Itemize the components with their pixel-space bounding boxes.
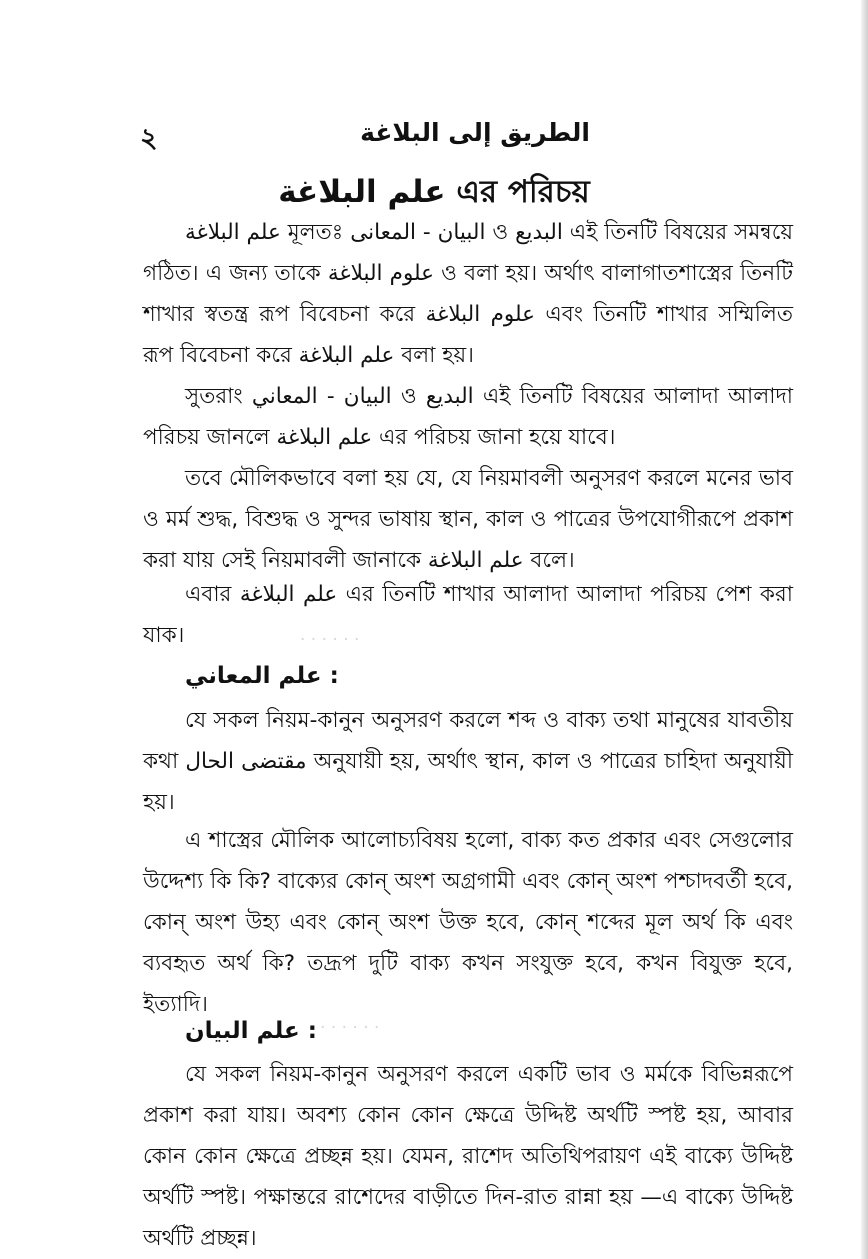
paragraph-bayan-definition: যে সকল নিয়ম-কানুন অনুসরণ করলে একটি ভাব ও মর্মকে বিভিন্নরূপে প্রকাশ করা যায়। অবশ্য কোন কোন ক্ষেত্রে উদ্দিষ্ট অর্থটি স্পষ্ট হয়, আবার কোন কোন ক্ষেত্রে প্রচ্ছন্ন হয়। যেমন, রাশেদ অতিথিপরায়ণ এই বাক্যে উদ্দিষ্ট অর্থটি স্পষ্ট। পক্ষান্তরে রাশেদের বাড়ীতে দিন-রাত রান্না হয় —এ বাক্যে উদ্দিষ্ট অর্থটি প্রচ্ছন্ন। bbox=[143, 1062, 793, 1251]
paragraph-branches-intro: এবার علم البلاغة এর তিনটি শাখার আলাদা আলাদা পরিচয় পেশ করা যাক। bbox=[143, 582, 793, 648]
paragraph-consequence: সুতরাং البيان - المعاني ও البديع এই তিনটি বিষয়ের আলাদা আলাদা পরিচয় জানলে علم البلاغة এর পরিচয় জানা হয়ে যাবে। bbox=[143, 384, 793, 450]
paragraph-maani-definition: যে সকল নিয়ম-কানুন অনুসরণ করলে শব্দ ও বাক্য তথা মানুষের যাবতীয় কথা مقتضى الحال অনুযায়ী হয়, অর্থাৎ স্থান, কাল ও পাত্রের চাহিদা অনুযায়ী হয়। bbox=[143, 708, 793, 815]
page-number: ২ bbox=[140, 123, 158, 154]
paragraph-definition: علم البلاغة মূলতঃ البيان - المعانى ও البديع এই তিনটি বিষয়ের সমন্বয়ে গঠিত। এ জন্য তাকে علوم البلاغة ও বলা হয়। অর্থাৎ বালাগাতশাস্ত্রের তিনটি শাখার স্বতন্ত্র রূপ বিবেচনা করে علوم البلاغة এবং তিনটি শাখার সম্মিলিত রূপ বিবেচনা করে علم البلاغة বলা হয়। bbox=[143, 220, 794, 368]
paragraph-fundamental-definition: তবে মৌলিকভাবে বলা হয় যে, যে নিয়মাবলী অনুসরণ করলে মনের ভাব ও মর্ম শুদ্ধ, বিশুদ্ধ ও সুন্দর ভাষায় স্থান, কাল ও পাত্রের উপযোগীরূপে প্রকাশ করা যায় সেই নিয়মাবলী জানাকে علم البلاغة বলে। bbox=[143, 466, 793, 573]
subheading-ilm-al-bayan: علم البيان : bbox=[185, 1018, 317, 1044]
subheading-ilm-al-maani: علم المعاني : bbox=[185, 663, 339, 689]
section-title: علم البلاغة এর পরিচয় bbox=[278, 174, 590, 210]
running-title: الطريق إلى البلاغة bbox=[360, 118, 590, 147]
bleed-through-mark: · · · · · · bbox=[300, 630, 360, 650]
paragraph-maani-topics: এ শাস্ত্রের মৌলিক আলোচ্যবিষয় হলো, বাক্য কত প্রকার এবং সেগুলোর উদ্দেশ্য কি কি? বাক্যের কোন্ অংশ অগ্রগামী এবং কোন্ অংশ পশ্চাদবর্তী হবে, কোন্ অংশ উহ্য এবং কোন্ অংশ উক্ত হবে, কোন্ শব্দের মূল অর্থ কি এবং ব্যবহৃত অর্থ কি? তদ্রূপ দুটি বাক্য কখন সংযুক্ত হবে, কখন বিযুক্ত হবে, ইত্যাদি। bbox=[143, 828, 793, 1017]
page-header bbox=[140, 118, 590, 152]
bleed-through-mark: · · · · · · bbox=[320, 1018, 380, 1038]
